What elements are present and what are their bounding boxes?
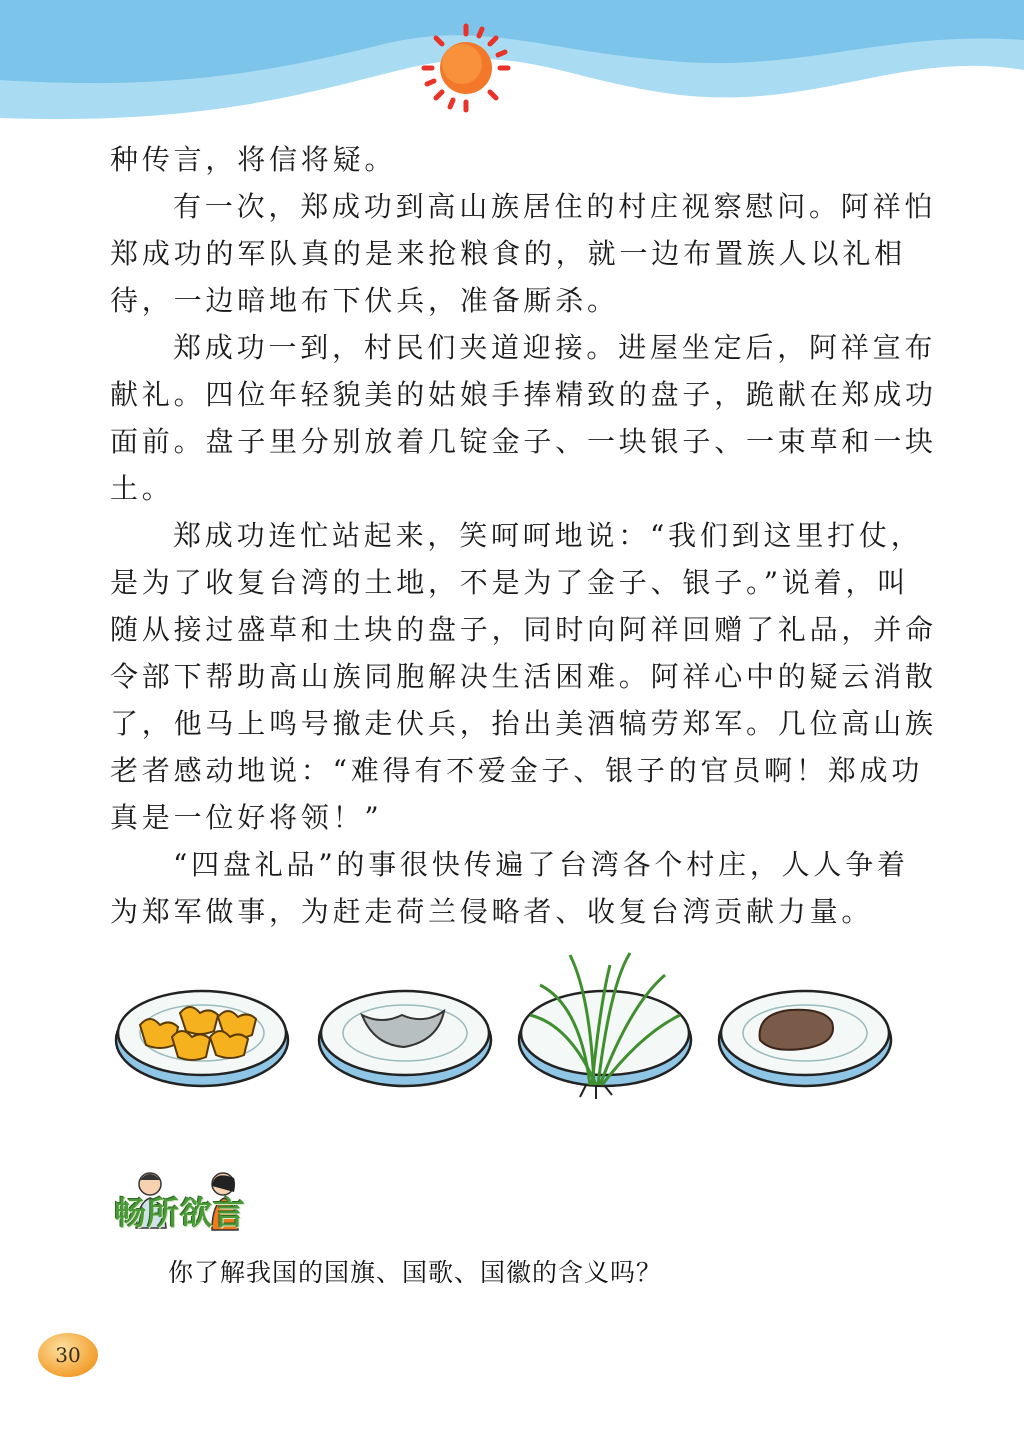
text-line: 郑成功连忙站起来，笑呵呵地说：“我们到这里打仗， (173, 519, 923, 552)
paragraph (110, 324, 937, 512)
paragraph (110, 841, 909, 935)
text-line: 面前。盘子里分别放着几锭金子、一块银子、一束草和一块 (110, 425, 937, 458)
paragraph (110, 183, 937, 324)
sky-sun-banner (0, 0, 1024, 140)
story-text (110, 136, 937, 935)
plate-gold-ingots (116, 991, 288, 1086)
text-line: 土。 (110, 472, 174, 505)
paragraph (110, 136, 906, 183)
text-line: 真是一位好将领！” (110, 801, 383, 834)
plate-silver (319, 991, 491, 1086)
section-logo-text: 畅所欲言 (114, 1194, 247, 1232)
discussion-question: 你了解我国的国旗、国歌、国徽的含义吗？ (168, 1258, 663, 1287)
four-plates-illustration (110, 945, 910, 1105)
text-line: “四盘礼品”的事很快传遍了台湾各个村庄，人人争着 (173, 848, 909, 881)
text-line: 献礼。四位年轻貌美的姑娘手捧精致的盘子，跪献在郑成功 (110, 378, 937, 411)
paragraph (110, 512, 937, 841)
text-line: 了，他马上鸣号撤走伏兵，抬出美酒犒劳郑军。几位高山族 (110, 707, 937, 740)
page-number-text: 30 (55, 1343, 81, 1367)
text-line: 随从接过盛草和土块的盘子，同时向阿祥回赠了礼品，并命 (110, 613, 937, 646)
text-line: 是为了收复台湾的土地，不是为了金子、银子。”说着，叫 (110, 566, 910, 599)
text-line: 种传言，将信将疑。 (110, 143, 397, 176)
text-line: 为郑军做事，为赶走荷兰侵略者、收复台湾贡献力量。 (110, 895, 874, 928)
plate-soil (719, 991, 891, 1086)
text-line: 待，一边暗地布下伏兵，准备厮杀。 (110, 284, 619, 317)
section-logo (110, 1168, 260, 1232)
text-line: 令部下帮助高山族同胞解决生活困难。阿祥心中的疑云消散 (110, 660, 937, 693)
text-line: 老者感动地说：“难得有不爱金子、银子的官员啊！郑成功 (110, 754, 924, 787)
page-number (38, 1333, 98, 1377)
plate-grass (519, 953, 691, 1099)
text-line: 郑成功一到，村民们夹道迎接。进屋坐定后，阿祥宣布 (173, 331, 937, 364)
text-line: 郑成功的军队真的是来抢粮食的，就一边布置族人以礼相 (110, 237, 906, 270)
text-line: 有一次，郑成功到高山族居住的村庄视察慰问。阿祥怕 (173, 190, 937, 223)
